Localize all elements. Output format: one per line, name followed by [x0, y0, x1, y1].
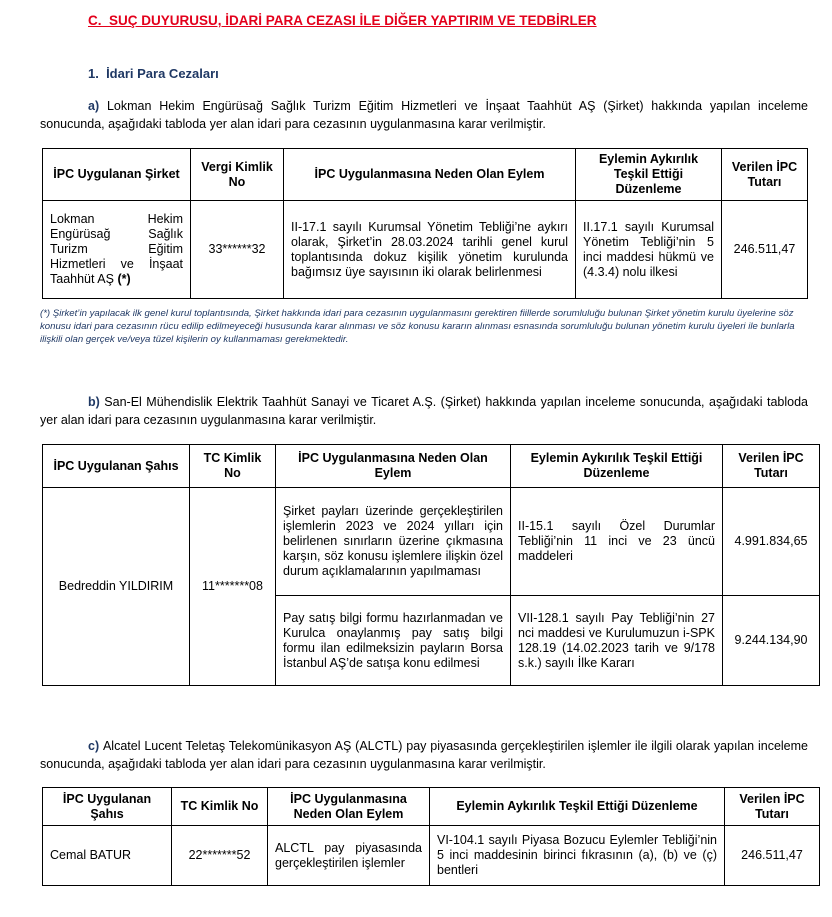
table-c-person: Cemal BATUR [43, 826, 172, 886]
table-c-header: Verilen İPC Tutarı [725, 788, 820, 826]
table-a-header: Verilen İPC Tutarı [722, 149, 808, 201]
paragraph-c-label: c) [88, 739, 100, 753]
table-c-header: İPC Uygulanmasına Neden Olan Eylem [268, 788, 430, 826]
table-a-header: Eylemin Aykırılık Teşkil Ettiği Düzenleme [576, 149, 722, 201]
table-a-header: İPC Uygulanan Şirket [43, 149, 191, 201]
subsection-title: 1. İdari Para Cezaları [88, 66, 219, 81]
table-c-header: Eylemin Aykırılık Teşkil Ettiği Düzenleme [430, 788, 725, 826]
table-b-person: Bedreddin YILDIRIM [43, 488, 190, 686]
table-b-header: İPC Uygulanan Şahıs [43, 445, 190, 488]
table-b-id: 11*******08 [190, 488, 276, 686]
table-b-header: İPC Uygulanmasına Neden Olan Eylem [276, 445, 511, 488]
table-b-amount: 9.244.134,90 [723, 596, 820, 686]
table-a-company: Lokman Hekim Engürüsağ Sağlık Turizm Eğitim Hizmetleri ve İnşaat Taahhüt AŞ (*) [43, 201, 191, 299]
table-a-action: II-17.1 sayılı Kurumsal Yönetim Tebliği’ne aykırı olarak, Şirket’in 28.03.2024 tarihli genel kurul toplantısında dokuz kişilik yönetim kurulunda bağımsız üye sayısının iki olarak belirlenmesi [284, 201, 576, 299]
table-c-regulation: VI-104.1 sayılı Piyasa Bozucu Eylemler Tebliği’nin 5 inci maddesinin birinci fıkrasının (a), (b) ve (ç) bentleri [430, 826, 725, 886]
paragraph-b-text: San-El Mühendislik Elektrik Taahhüt Sanayi ve Ticaret A.Ş. (Şirket) hakkında yapılan inceleme sonucunda, aşağıdaki tabloda yer alan idari para cezasının uygulanmasına karar verilmiştir. [40, 395, 808, 427]
table-b-header: TC Kimlik No [190, 445, 276, 488]
table-c-action: ALCTL pay piyasasında gerçekleştirilen işlemler [268, 826, 430, 886]
table-c-amount: 246.511,47 [725, 826, 820, 886]
table-c-header: TC Kimlik No [172, 788, 268, 826]
paragraph-a-text: Lokman Hekim Engürüsağ Sağlık Turizm Eğitim Hizmetleri ve İnşaat Taahhüt AŞ (Şirket) hakkında yapılan inceleme sonucunda, aşağıdaki tabloda yer alan idari para cezasının uygulanmasına karar verilmiştir. [40, 99, 808, 131]
table-c [42, 787, 820, 886]
table-c-id: 22*******52 [172, 826, 268, 886]
footnote-a: (*) Şirket’in yapılacak ilk genel kurul toplantısında, Şirket hakkında idari para cezasının uygulanmasını gerektiren fiillerde sorumluluğu bulunan Şirket yönetim kurulu üyelerine söz konusu idari para cezasının rücu edilip edilmeyeceği hususunda karar alınması ve söz konusu kararın alınması esnasında sorumluluğu bulunan yönetim kurulu üyeleri ile bunlarla ilişkili olan gerçek ve/veya tüzel kişilerin oy kullanmaması gerekmektedir. [40, 308, 795, 345]
table-b-regulation: II-15.1 sayılı Özel Durumlar Tebliği’nin 11 inci ve 23 üncü maddeleri [511, 488, 723, 596]
paragraph-c-text: Alcatel Lucent Teletaş Telekomünikasyon AŞ (ALCTL) pay piyasasında gerçekleştirilen işlemler ile ilgili olarak yapılan inceleme sonucunda, aşağıdaki tabloda yer alan idari para cezasının uygulanmasına karar verilmiştir. [40, 739, 808, 771]
table-b-amount: 4.991.834,65 [723, 488, 820, 596]
footnote-mark: (*) [117, 272, 131, 286]
table-a-regulation: II.17.1 sayılı Kurumsal Yönetim Tebliği’nin 5 inci maddesi hükmü ve (4.3.4) nolu ilkesi [576, 201, 722, 299]
paragraph-b-label: b) [88, 395, 100, 409]
paragraph-a [40, 97, 808, 133]
table-b-action: Şirket payları üzerinde gerçekleştirilen işlemlerin 2023 ve 2024 yılları için belirlenen sınırların üzerine çıkmasına karşın, söz konusu işlemlere ilişkin özel durum açıklamalarının yapılmaması [276, 488, 511, 596]
table-a-amount: 246.511,47 [722, 201, 808, 299]
paragraph-b [40, 393, 808, 429]
table-b-header: Eylemin Aykırılık Teşkil Ettiği Düzenleme [511, 445, 723, 488]
table-a [42, 148, 808, 299]
paragraph-a-label: a) [88, 99, 100, 113]
table-a-id: 33******32 [191, 201, 284, 299]
table-a-header: Vergi Kimlik No [191, 149, 284, 201]
table-b-action: Pay satış bilgi formu hazırlanmadan ve Kurulca onaylanmış pay satış bilgi formu ilan edilmeksizin payların Borsa İstanbul AŞ’de satışa konu edilmesi [276, 596, 511, 686]
table-b-regulation: VII-128.1 sayılı Pay Tebliği’nin 27 nci maddesi ve Kurulumuzun i-SPK 128.19 (14.02.2023 tarih ve 9/178 s.k.) sayılı İlke Kararı [511, 596, 723, 686]
table-a-header: İPC Uygulanmasına Neden Olan Eylem [284, 149, 576, 201]
section-title: C. SUÇ DUYURUSU, İDARİ PARA CEZASI İLE DİĞER YAPTIRIM VE TEDBİRLER [88, 13, 597, 28]
table-b-header: Verilen İPC Tutarı [723, 445, 820, 488]
paragraph-c [40, 737, 808, 773]
table-c-header: İPC Uygulanan Şahıs [43, 788, 172, 826]
table-b [42, 444, 820, 686]
